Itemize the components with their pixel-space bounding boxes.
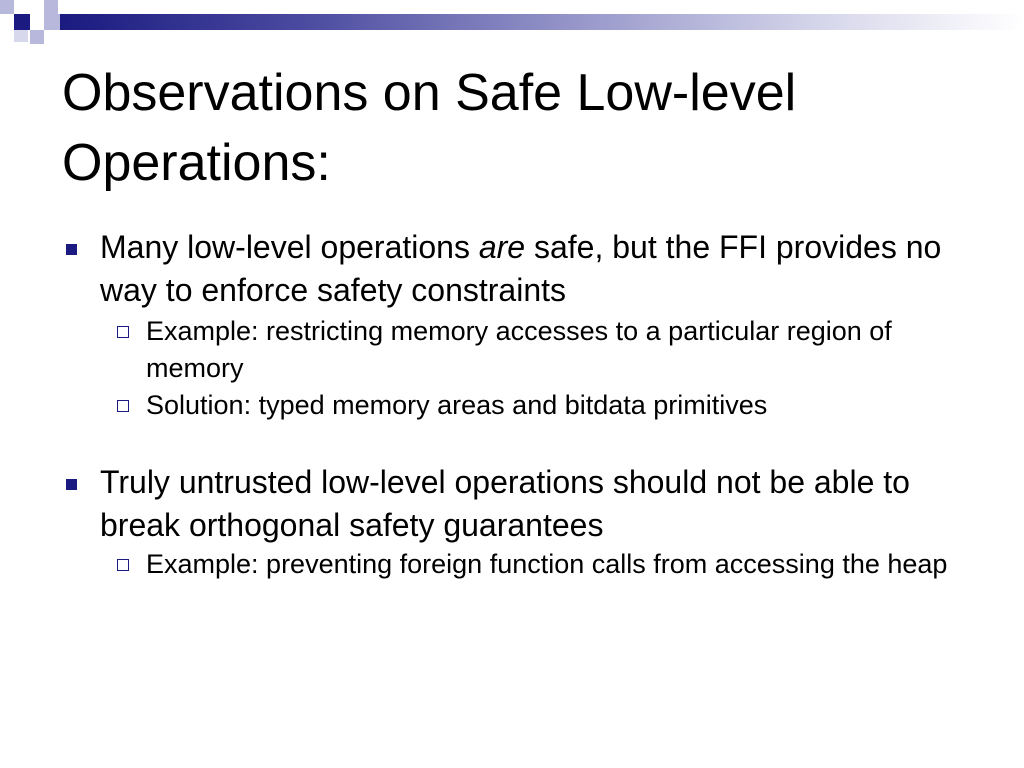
sub-bullet-text: Example: preventing foreign function calls from accessing the heap [146,549,948,579]
slide-title-line-1: Observations on Safe Low-level [62,64,797,122]
hollow-square-icon [117,559,129,571]
hollow-square-icon [117,326,129,338]
bullet-text [100,226,980,312]
hollow-square-icon [117,400,129,412]
filled-square-icon [66,479,77,490]
bullet-text-part: Truly untrusted low-level operations should not be able to break orthogonal safety guarantees [100,464,910,543]
sub-bullet-text: Solution: typed memory areas and bitdata primitives [146,390,768,420]
bullet-text [100,461,980,547]
filled-square-icon [66,244,77,255]
slide-title-line-2: Operations: [62,134,331,192]
bullet-text-part: Many low-level operations [100,229,479,265]
bullet-text-emphasis: are [478,229,526,265]
bullet-text-part: safe, but the FFI provides no way to enforce safety constraints [100,229,942,308]
sub-bullet-text: Example: restricting memory accesses to a particular region of memory [146,316,892,383]
